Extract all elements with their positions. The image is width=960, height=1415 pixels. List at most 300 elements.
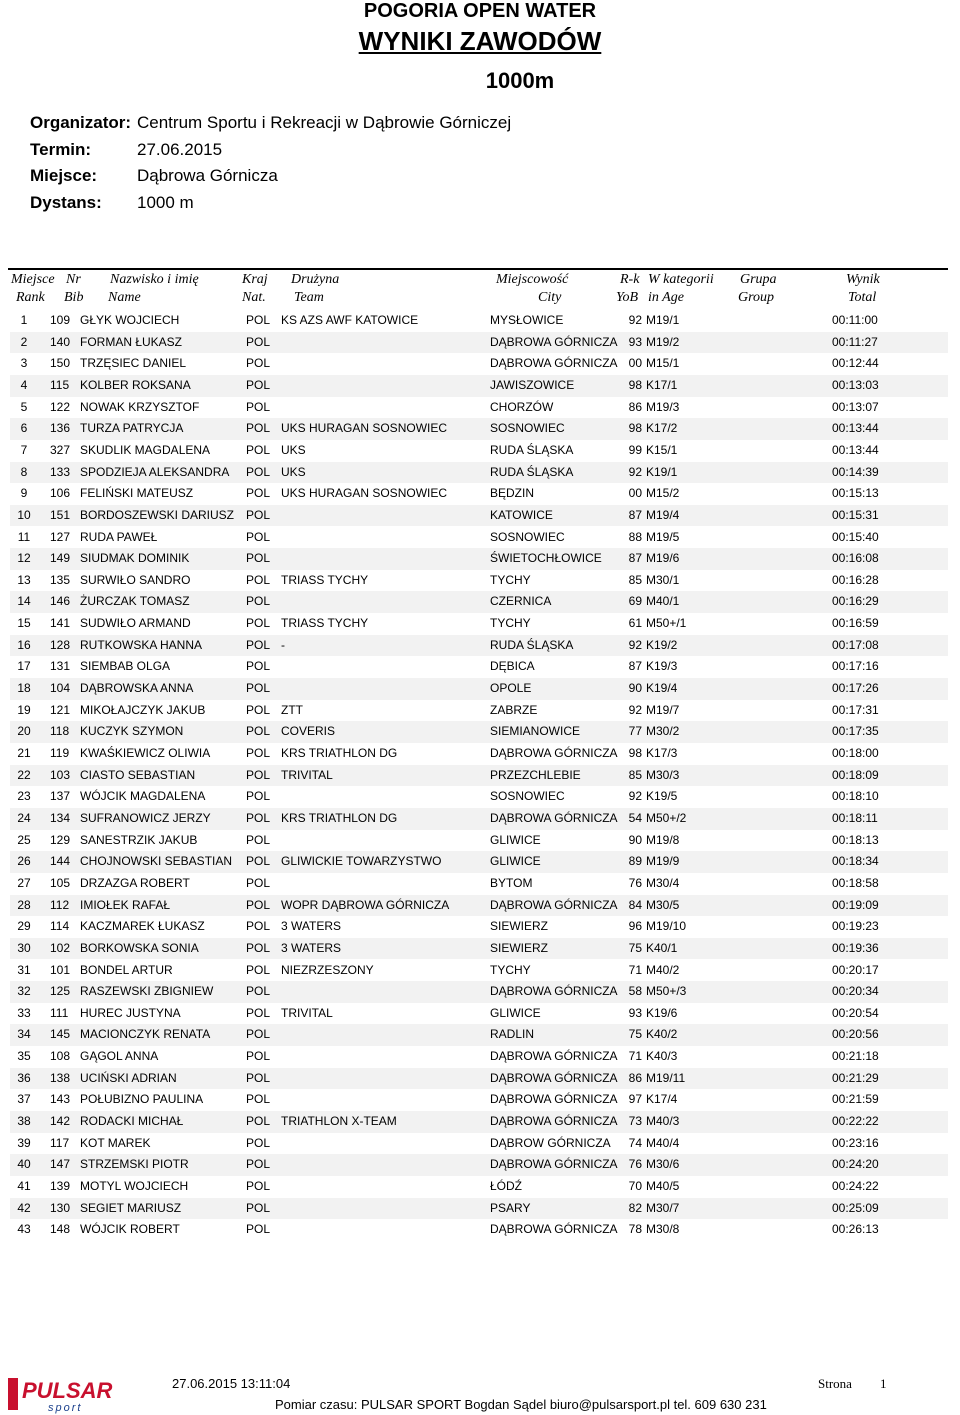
cell-yob: 86 — [628, 1070, 642, 1085]
distance-value: 1000 m — [137, 193, 194, 212]
organizer-label: Organizator: — [30, 113, 132, 132]
cell-team: KS AZS AWF KATOWICE — [281, 313, 419, 327]
cell-rank: 26 — [17, 854, 31, 869]
cell-nat: POL — [246, 421, 271, 436]
cell-team: UKS — [281, 442, 306, 457]
cell-nat: POL — [246, 551, 271, 566]
cell-nat: POL — [246, 334, 271, 349]
col-nat-en: Nat. — [242, 290, 266, 305]
cell-bib: 144 — [50, 854, 71, 869]
cell-yob: 93 — [628, 334, 642, 349]
cell-name: CHOJNOWSKI SEBASTIAN — [80, 854, 233, 869]
cell-yob: 99 — [628, 442, 642, 457]
cell-city: CZERNICA — [490, 594, 552, 609]
cell-yob: 54 — [628, 810, 642, 825]
cell-bib: 112 — [50, 897, 70, 912]
cell-category: M19/10 — [646, 919, 687, 934]
cell-city: RUDA ŚLĄSKA — [490, 442, 574, 457]
table-row — [10, 1111, 948, 1133]
cell-yob: 98 — [628, 746, 642, 760]
cell-rank: 35 — [17, 1049, 31, 1064]
cell-category: M30/3 — [646, 767, 680, 782]
cell-yob: 75 — [628, 940, 642, 955]
cell-city: GLIWICE — [490, 832, 541, 847]
cell-bib: 131 — [50, 659, 71, 674]
cell-name: SIUDMAK DOMINIK — [80, 551, 190, 566]
cell-city: ZABRZE — [490, 702, 538, 717]
cell-total: 00:21:59 — [832, 1092, 879, 1107]
cell-rank: 33 — [17, 1005, 31, 1020]
cell-total: 00:24:22 — [832, 1179, 879, 1193]
cell-nat: POL — [246, 810, 271, 825]
cell-city: DĄBROWA GÓRNICZA — [490, 1070, 618, 1085]
cell-rank: 18 — [17, 681, 31, 696]
cell-bib: 125 — [50, 984, 71, 999]
cell-yob: 78 — [628, 1222, 642, 1237]
cell-name: POŁUBIZNO PAULINA — [80, 1092, 204, 1107]
cell-city: SIEWIERZ — [490, 940, 549, 955]
cell-category: K15/1 — [646, 442, 678, 457]
col-group-en: Group — [738, 290, 775, 305]
col-team-en: Team — [294, 290, 324, 305]
cell-yob: 86 — [628, 399, 642, 414]
cell-yob: 75 — [628, 1027, 642, 1042]
cell-rank: 22 — [17, 767, 31, 782]
cell-category: K40/2 — [646, 1027, 678, 1042]
col-rank-en: Rank — [16, 290, 45, 305]
cell-city: GLIWICE — [490, 854, 541, 869]
cell-nat: POL — [246, 1157, 271, 1172]
cell-city: SOSNOWIEC — [490, 421, 565, 436]
cell-name: RUDA PAWEŁ — [80, 529, 158, 544]
table-row — [10, 786, 948, 808]
cell-category: M19/1 — [646, 313, 680, 327]
cell-nat: POL — [246, 854, 271, 869]
table-row — [10, 656, 948, 678]
cell-name: HUREC JUSTYNA — [80, 1005, 181, 1020]
cell-nat: POL — [246, 789, 271, 804]
table-row — [10, 960, 948, 982]
cell-bib: 122 — [50, 399, 71, 414]
cell-rank: 41 — [17, 1179, 31, 1193]
cell-nat: POL — [246, 875, 271, 890]
cell-nat: POL — [246, 442, 271, 457]
cell-bib: 130 — [50, 1200, 71, 1215]
cell-bib: 108 — [50, 1049, 71, 1064]
cell-team: 3 WATERS — [281, 940, 342, 955]
cell-bib: 138 — [50, 1070, 71, 1085]
cell-bib: 127 — [50, 529, 71, 544]
cell-city: SIEMIANOWICE — [490, 724, 581, 739]
cell-yob: 96 — [628, 919, 642, 934]
cell-bib: 104 — [50, 681, 71, 696]
cell-category: K17/3 — [646, 746, 678, 760]
cell-name: KUCZYK SZYMON — [80, 724, 184, 739]
place-label: Miejsce: — [30, 166, 98, 185]
col-name-pl: Nazwisko i imię — [110, 272, 199, 287]
table-row — [10, 851, 948, 873]
cell-rank: 36 — [17, 1070, 31, 1085]
cell-bib: 114 — [50, 919, 70, 934]
cell-nat: POL — [246, 1049, 271, 1064]
cell-team: ZTT — [281, 702, 303, 717]
logo-sub: sport — [48, 1402, 83, 1414]
cell-nat: POL — [246, 832, 271, 847]
cell-city: DĄBROWA GÓRNICZA — [490, 1157, 618, 1172]
cell-total: 00:18:13 — [832, 832, 879, 847]
cell-category: M19/9 — [646, 854, 680, 869]
cell-city: DĄBROW GÓRNICZA — [490, 1135, 611, 1150]
cell-name: MOTYL WOJCIECH — [80, 1179, 189, 1193]
cell-name: KOT MAREK — [80, 1135, 151, 1150]
cell-name: KACZMAREK ŁUKASZ — [80, 919, 205, 934]
date-value: 27.06.2015 — [137, 140, 223, 159]
cell-total: 00:20:34 — [832, 984, 879, 999]
cell-total: 00:25:09 — [832, 1200, 879, 1215]
col-city-pl: Miejscowość — [496, 272, 569, 287]
cell-category: K19/6 — [646, 1005, 678, 1020]
table-row — [10, 635, 948, 657]
cell-yob: 00 — [628, 486, 642, 501]
date-label: Termin: — [30, 140, 92, 159]
logo-text: PULSAR — [22, 1378, 113, 1403]
cell-total: 00:24:20 — [832, 1157, 879, 1172]
cell-bib: 119 — [50, 746, 70, 760]
cell-name: GĄGOL ANNA — [80, 1049, 159, 1064]
col-cat-pl: W kategorii — [648, 272, 714, 287]
cell-rank: 34 — [17, 1027, 31, 1042]
cell-team: TRIVITAL — [281, 767, 333, 782]
cell-nat: POL — [246, 702, 271, 717]
cell-nat: POL — [246, 1070, 271, 1085]
cell-yob: 90 — [628, 681, 642, 696]
cell-name: WÓJCIK ROBERT — [80, 1222, 180, 1237]
cell-city: RUDA ŚLĄSKA — [490, 464, 574, 479]
cell-yob: 71 — [628, 1049, 642, 1064]
cell-team: WOPR DĄBROWA GÓRNICZA — [281, 897, 450, 912]
cell-rank: 25 — [17, 832, 31, 847]
table-row — [10, 1154, 948, 1176]
cell-total: 00:15:31 — [832, 507, 879, 522]
cell-name: GŁYK WOJCIECH — [80, 313, 180, 327]
table-row — [10, 375, 948, 397]
table-row — [10, 895, 948, 917]
cell-yob: 98 — [628, 377, 642, 392]
cell-rank: 10 — [17, 507, 31, 522]
cell-rank: 6 — [20, 421, 28, 436]
col-name-en: Name — [108, 290, 141, 305]
table-row — [10, 1089, 948, 1111]
table-row — [10, 483, 948, 505]
cell-category: M40/2 — [646, 962, 680, 977]
cell-rank: 1 — [20, 313, 28, 327]
distance-label: Dystans: — [30, 193, 102, 212]
cell-nat: POL — [246, 897, 271, 912]
cell-rank: 42 — [17, 1200, 31, 1215]
cell-category: M30/2 — [646, 724, 680, 739]
col-bib-en: Bib — [64, 290, 84, 305]
cell-total: 00:13:07 — [832, 399, 879, 414]
cell-bib: 146 — [50, 594, 71, 609]
cell-total: 00:17:31 — [832, 702, 879, 717]
table-row — [10, 700, 948, 722]
col-team-pl: Drużyna — [291, 272, 340, 287]
place-line — [30, 166, 278, 186]
cell-bib: 118 — [50, 724, 70, 739]
cell-rank: 32 — [17, 984, 31, 999]
cell-total: 00:18:09 — [832, 767, 879, 782]
cell-total: 00:11:00 — [832, 313, 878, 327]
table-row — [10, 981, 948, 1003]
table-row — [10, 548, 948, 570]
cell-rank: 19 — [17, 702, 31, 717]
table-row — [10, 505, 948, 527]
cell-bib: 105 — [50, 875, 71, 890]
cell-rank: 2 — [20, 334, 28, 349]
cell-city: DĄBROWA GÓRNICZA — [490, 1114, 618, 1129]
cell-yob: 92 — [628, 313, 642, 327]
cell-bib: 149 — [50, 551, 71, 566]
cell-total: 00:21:29 — [832, 1070, 879, 1085]
cell-yob: 92 — [628, 464, 642, 479]
cell-total: 00:17:35 — [832, 724, 879, 739]
table-row — [10, 1198, 948, 1220]
cell-nat: POL — [246, 1027, 271, 1042]
page-label: Strona — [818, 1376, 852, 1391]
table-row — [10, 1068, 948, 1090]
cell-yob: 85 — [628, 767, 642, 782]
cell-name: KWAŚKIEWICZ OLIWIA — [80, 746, 211, 760]
cell-team: 3 WATERS — [281, 919, 342, 934]
cell-bib: 139 — [50, 1179, 71, 1193]
cell-category: M40/4 — [646, 1135, 680, 1150]
cell-rank: 30 — [17, 940, 31, 955]
cell-nat: POL — [246, 377, 271, 392]
cell-rank: 11 — [17, 529, 31, 544]
table-row — [10, 938, 948, 960]
cell-city: KATOWICE — [490, 507, 553, 522]
table-row — [10, 830, 948, 852]
cell-rank: 40 — [17, 1157, 31, 1172]
cell-name: DĄBROWSKA ANNA — [80, 681, 194, 696]
table-row — [10, 440, 948, 462]
cell-total: 00:16:28 — [832, 572, 879, 587]
cell-city: GLIWICE — [490, 1005, 541, 1020]
cell-name: BONDEL ARTUR — [80, 962, 173, 977]
cell-name: WÓJCIK MAGDALENA — [80, 789, 206, 804]
cell-team: KRS TRIATHLON DG — [281, 746, 398, 760]
cell-rank: 21 — [17, 746, 31, 760]
cell-category: M30/6 — [646, 1157, 680, 1172]
cell-bib: 134 — [50, 810, 71, 825]
col-group-pl: Grupa — [740, 272, 777, 287]
cell-nat: POL — [246, 1092, 271, 1107]
cell-category: M40/3 — [646, 1114, 680, 1129]
cell-category: K40/3 — [646, 1049, 678, 1064]
cell-nat: POL — [246, 356, 271, 371]
table-row — [10, 591, 948, 613]
cell-category: M50+/3 — [646, 984, 687, 999]
cell-city: DĄBROWA GÓRNICZA — [490, 810, 618, 825]
cell-city: OPOLE — [490, 681, 532, 696]
cell-total: 00:20:54 — [832, 1005, 879, 1020]
cell-yob: 98 — [628, 421, 642, 436]
cell-bib: 129 — [50, 832, 71, 847]
cell-yob: 76 — [628, 1157, 642, 1172]
cell-total: 00:17:26 — [832, 681, 879, 696]
col-rank-pl: Miejsce — [11, 272, 55, 287]
cell-nat: POL — [246, 1179, 271, 1193]
cell-bib: 140 — [50, 334, 71, 349]
cell-total: 00:11:27 — [832, 334, 878, 349]
cell-nat: POL — [246, 724, 271, 739]
cell-nat: POL — [246, 1114, 271, 1129]
cell-total: 00:18:10 — [832, 789, 879, 804]
table-row — [10, 743, 948, 765]
table-row — [10, 353, 948, 375]
col-total-en: Total — [848, 290, 877, 305]
table-row — [10, 1046, 948, 1068]
table-row — [10, 1133, 948, 1155]
cell-total: 00:13:44 — [832, 442, 879, 457]
cell-total: 00:26:13 — [832, 1222, 879, 1237]
cell-rank: 24 — [17, 810, 31, 825]
cell-city: SOSNOWIEC — [490, 789, 565, 804]
cell-yob: 74 — [628, 1135, 642, 1150]
cell-category: K19/5 — [646, 789, 678, 804]
cell-bib: 141 — [50, 616, 71, 631]
cell-bib: 327 — [50, 442, 71, 457]
cell-category: M19/2 — [646, 334, 680, 349]
cell-rank: 8 — [20, 464, 28, 479]
cell-name: MACIONCZYK RENATA — [80, 1027, 211, 1042]
cell-category: M50+/1 — [646, 616, 687, 631]
table-row — [10, 332, 948, 354]
table-row — [10, 873, 948, 895]
cell-bib: 151 — [50, 507, 71, 522]
cell-nat: POL — [246, 984, 271, 999]
cell-yob: 58 — [628, 984, 642, 999]
cell-rank: 13 — [17, 572, 31, 587]
cell-nat: POL — [246, 616, 271, 631]
cell-category: M19/5 — [646, 529, 680, 544]
cell-yob: 61 — [628, 616, 642, 631]
cell-rank: 31 — [17, 962, 31, 977]
organizer-value: Centrum Sportu i Rekreacji w Dąbrowie Górniczej — [137, 113, 512, 132]
cell-team: TRIATHLON X-TEAM — [281, 1114, 397, 1129]
cell-name: ŻURCZAK TOMASZ — [80, 594, 190, 609]
cell-rank: 28 — [17, 897, 31, 912]
cell-rank: 15 — [17, 616, 31, 631]
cell-yob: 84 — [628, 897, 642, 912]
cell-rank: 12 — [17, 551, 31, 566]
table-row — [10, 397, 948, 419]
cell-rank: 7 — [20, 442, 28, 457]
cell-total: 00:19:09 — [832, 897, 879, 912]
cell-yob: 92 — [628, 702, 642, 717]
cell-bib: 150 — [50, 356, 71, 371]
cell-name: TRZĘSIEC DANIEL — [80, 356, 187, 371]
cell-yob: 97 — [628, 1092, 642, 1107]
cell-bib: 147 — [50, 1157, 71, 1172]
cell-category: M19/6 — [646, 551, 680, 566]
cell-rank: 23 — [17, 789, 31, 804]
cell-rank: 4 — [20, 377, 28, 392]
cell-city: DĄBROWA GÓRNICZA — [490, 984, 618, 999]
table-row — [10, 1003, 948, 1025]
cell-category: M19/3 — [646, 399, 680, 414]
cell-name: DRZAZGA ROBERT — [80, 875, 190, 890]
cell-nat: POL — [246, 962, 271, 977]
cell-name: RUTKOWSKA HANNA — [80, 637, 203, 652]
cell-rank: 3 — [20, 356, 28, 371]
cell-team: UKS — [281, 464, 306, 479]
cell-nat: POL — [246, 919, 271, 934]
cell-category: K19/3 — [646, 659, 678, 674]
cell-bib: 109 — [50, 313, 71, 327]
cell-category: M19/4 — [646, 507, 680, 522]
cell-category: M40/1 — [646, 594, 680, 609]
cell-category: M19/8 — [646, 832, 680, 847]
cell-total: 00:16:08 — [832, 551, 879, 566]
cell-nat: POL — [246, 572, 271, 587]
col-city-en: City — [538, 290, 562, 305]
cell-name: KOLBER ROKSANA — [80, 377, 191, 392]
cell-rank: 38 — [17, 1114, 31, 1129]
cell-bib: 117 — [50, 1135, 70, 1150]
cell-name: SEGIET MARIUSZ — [80, 1200, 182, 1215]
cell-name: IMIOŁEK RAFAŁ — [80, 897, 171, 912]
cell-category: K17/4 — [646, 1092, 678, 1107]
cell-category: M15/2 — [646, 486, 680, 501]
cell-name: SURWIŁO SANDRO — [80, 572, 191, 587]
cell-bib: 101 — [50, 962, 71, 977]
cell-name: RASZEWSKI ZBIGNIEW — [80, 984, 214, 999]
cell-total: 00:19:23 — [832, 919, 879, 934]
cell-name: SUFRANOWICZ JERZY — [80, 810, 211, 825]
cell-category: M30/5 — [646, 897, 680, 912]
distance-line — [30, 193, 194, 213]
cell-name: FORMAN ŁUKASZ — [80, 334, 183, 349]
col-yob-pl: R-k — [620, 272, 640, 287]
table-header — [8, 268, 948, 310]
cell-yob: 85 — [628, 572, 642, 587]
cell-team: TRIASS TYCHY — [281, 616, 369, 631]
cell-yob: 71 — [628, 962, 642, 977]
cell-city: BYTOM — [490, 875, 533, 890]
cell-city: DĄBROWA GÓRNICZA — [490, 897, 618, 912]
table-row — [10, 1024, 948, 1046]
cell-nat: POL — [246, 399, 271, 414]
cell-nat: POL — [246, 529, 271, 544]
cell-team: KRS TRIATHLON DG — [281, 810, 398, 825]
cell-city: TYCHY — [490, 962, 531, 977]
cell-team: NIEZRZESZONY — [281, 962, 374, 977]
cell-yob: 90 — [628, 832, 642, 847]
cell-total: 00:23:16 — [832, 1135, 879, 1150]
cell-category: M30/8 — [646, 1222, 680, 1237]
cell-yob: 87 — [628, 551, 642, 566]
cell-total: 00:12:44 — [832, 356, 879, 371]
timing-credit: Pomiar czasu: PULSAR SPORT Bogdan Sądel biuro@pulsarsport.pl tel. 609 630 231 — [275, 1397, 767, 1412]
cell-team: COVERIS — [281, 724, 336, 739]
cell-city: SOSNOWIEC — [490, 529, 565, 544]
cell-bib: 148 — [50, 1222, 71, 1237]
cell-nat: POL — [246, 637, 271, 652]
cell-nat: POL — [246, 659, 271, 674]
cell-name: SIEMBAB OLGA — [80, 659, 171, 674]
cell-name: CIASTO SEBASTIAN — [80, 767, 196, 782]
